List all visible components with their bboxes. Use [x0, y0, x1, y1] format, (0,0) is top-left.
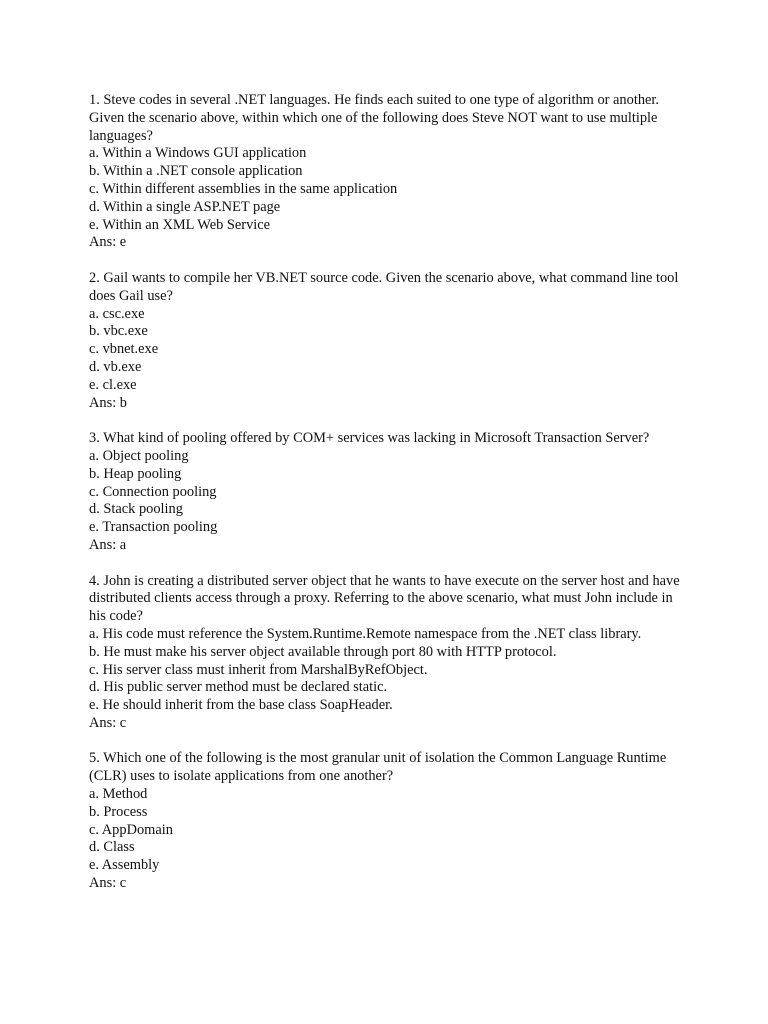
option-d: d. Stack pooling — [89, 501, 183, 518]
question-4 — [89, 573, 688, 733]
question-text: 2. Gail wants to compile her VB.NET source code. Given the scenario above, what command line tool does Gail use? — [89, 269, 679, 304]
question-text: 3. What kind of pooling offered by COM+ services was lacking in Microsoft Transaction Server? — [89, 430, 650, 447]
option-a: a. Object pooling — [89, 447, 189, 464]
question-text: 4. John is creating a distributed server object that he wants to have execute on the server host and have distributed clients access through a proxy. Referring to the above scenario, what must John include in his code? — [89, 572, 680, 625]
option-list — [89, 448, 688, 537]
answer-line: Ans: c — [89, 875, 127, 892]
option-b: b. Within a .NET console application — [89, 163, 303, 180]
question-2 — [89, 270, 688, 412]
option-b: b. He must make his server object available through port 80 with HTTP protocol. — [89, 643, 557, 660]
option-e: e. He should inherit from the base class SoapHeader. — [89, 697, 393, 714]
option-b: b. Heap pooling — [89, 465, 182, 482]
option-a: a. Within a Windows GUI application — [89, 145, 307, 162]
option-a: a. csc.exe — [89, 305, 145, 322]
option-d: d. Class — [89, 839, 135, 856]
question-text: 1. Steve codes in several .NET languages. He finds each suited to one type of algorithm or another. Given the scenario above, within which one of the following does Steve NOT want to use multiple languages? — [89, 92, 660, 144]
answer-line: Ans: e — [89, 234, 127, 251]
answer-line: Ans: b — [89, 394, 127, 411]
option-d: d. Within a single ASP.NET page — [89, 198, 281, 215]
option-e: e. Within an XML Web Service — [89, 216, 271, 233]
option-d: d. vb.exe — [89, 358, 142, 375]
option-list — [89, 145, 688, 234]
option-d: d. His public server method must be declared static. — [89, 679, 388, 696]
option-b: b. Process — [89, 803, 148, 820]
option-list — [89, 626, 688, 715]
option-e: e. Assembly — [89, 857, 160, 874]
option-e: e. Transaction pooling — [89, 519, 218, 536]
question-3 — [89, 430, 688, 555]
option-c: c. Within different assemblies in the same application — [89, 180, 398, 197]
option-a: a. Method — [89, 786, 148, 803]
option-c: c. AppDomain — [89, 821, 173, 838]
answer-line: Ans: c — [89, 714, 127, 731]
option-list — [89, 306, 688, 395]
option-a: a. His code must reference the System.Runtime.Remote namespace from the .NET class library. — [89, 625, 642, 642]
question-1 — [89, 92, 688, 252]
option-c: c. vbnet.exe — [89, 341, 159, 358]
question-5 — [89, 750, 688, 892]
option-c: c. His server class must inherit from MarshalByRefObject. — [89, 661, 428, 678]
question-text: 5. Which one of the following is the most granular unit of isolation the Common Language Runtime (CLR) uses to isolate applications from one another? — [89, 750, 667, 785]
answer-line: Ans: a — [89, 536, 127, 553]
option-list — [89, 786, 688, 875]
option-e: e. cl.exe — [89, 376, 137, 393]
option-b: b. vbc.exe — [89, 323, 148, 340]
option-c: c. Connection pooling — [89, 483, 217, 500]
